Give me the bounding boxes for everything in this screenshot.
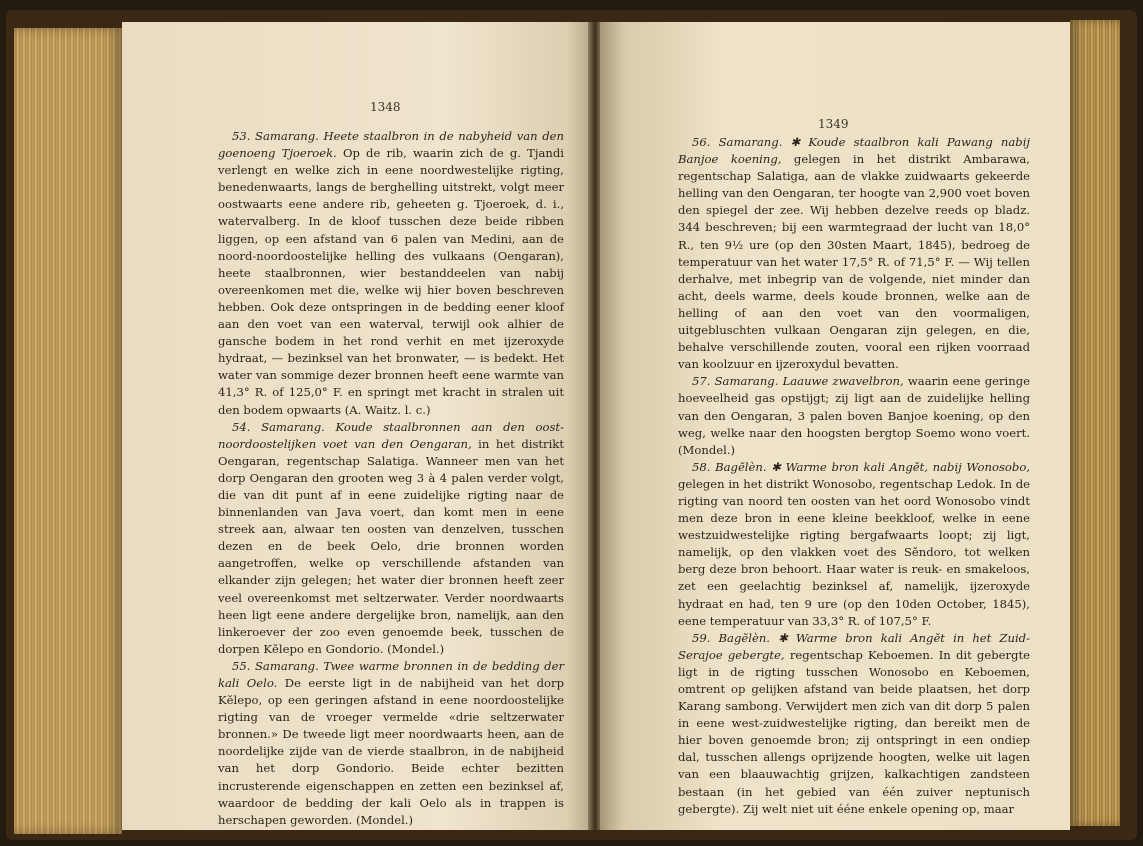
entry-54 bbox=[218, 419, 564, 658]
entry-body: gelegen in het distrikt Ambarawa, regentschap Salatiga, aan de vlakke zuidwaarts gekeerde helling van den Oengaran, ter hoogte van 2,900 voet boven den spiegel der zee. Wij hebben dezelve reeds op bladz. 344 beschreven; bij een warmtegraad der lucht van 18,0° R., ten 9½ ure (op den 30sten Maart, 1845), bedroeg de temperatuur van het water 17,5° R. of 71,5° F. — Wij tellen derhalve, met inbegrip van de volgende, niet minder dan acht, deels warme, deels koude bronnen, welke aan de helling of aan den voet van den voormaligen, uitgebluschten vulkaan Oengaran zijn gelegen, en die, behalve verschillende zouten, vooral een rijken voorraad van koolzuur en ijzeroxydul bevatten. bbox=[678, 152, 1030, 372]
entry-55 bbox=[218, 658, 564, 829]
right-page bbox=[600, 22, 1070, 830]
entry-heading: 56. Samarang. ✱ Koude staalbron kali Pawang nabij Banjoe koening, bbox=[678, 135, 1030, 167]
entry-heading: 57. Samarang. Laauwe zwavelbron, bbox=[692, 374, 904, 389]
entry-heading: 59. Bagĕlèn. ✱ Warme bron kali Angĕt in het Zuid-Serajoe gebergte, bbox=[678, 630, 1030, 662]
entry-body: De eerste ligt in de nabijheid van het dorp Kĕlepo, op een geringen afstand in eene noordoostelijke rigting van de vroeger vermelde «drie seltzerwater bronnen.» De tweede ligt meer noordwaarts heen, aan de noordelijke zijde van de vierde staalbron, in de nabijheid van het dorp Gondorio. Beide echter bezitten incrusterende eigenschappen en zetten een bezinksel af, waardoor de bedding der kali Oelo als in trappen is herschapen geworden. (Mondel.) bbox=[218, 676, 565, 827]
left-page bbox=[122, 22, 590, 830]
page-edges-left bbox=[14, 28, 122, 834]
entry-heading: 53. Samarang. Heete staalbron in de nabyheid van den goenoeng Tjoeroek. bbox=[218, 129, 564, 161]
entry-body: regentschap Keboemen. In dit gebergte ligt in de rigting tusschen Wonosobo en Keboemen, omtrent op gelijken afstand van beide plaatsen, het dorp Karang sambong. Verwijdert men zich van dit dorp 5 palen in eene west-zuidwestelijke rigting, dan bereikt men de hier boven genoemde bron; zij ontspringt in een ondiep dal, tusschen allengs oprijzende hoogten, welke uit lagen van een blaauwachtig grijzen, kalkachtigen zandsteen bestaan (in het gebied van één zuiver neptunisch gebergte). Zij welt niet uit ééne enkele opening op, maar bbox=[678, 647, 1030, 816]
entry-58 bbox=[678, 459, 1030, 630]
entry-body: in het distrikt Oengaran, regentschap Salatiga. Wanneer men van het dorp Oengaran den grooten weg 3 à 4 palen verder volgt, die van dit punt af in eene zuidelijke rigting naar de binnenlanden van Java voert, dan komt men in eene streek aan, alwaar ten oosten van denzelven, tusschen dezen en de beek Oelo, drie bronnen worden aangetroffen, welke op verschillende afstanden van elkander zijn gelegen; het water dier bronnen heeft zeer veel overeenkomst met seltzerwater. Verder noordwaarts heen ligt eene andere dergelijke bron, namelijk, aan den linkeroever der zoo even genoemde beek, tusschen de dorpen Kĕlepo en Gondorio. (Mondel.) bbox=[218, 436, 564, 656]
entry-57 bbox=[678, 373, 1030, 458]
page-text bbox=[218, 128, 564, 829]
entry-59 bbox=[678, 630, 1030, 818]
entry-body: Op de rib, waarin zich de g. Tjandi verlengt en welke zich in eene noordwestelijke rigting, benedenwaarts, langs de berghelling uitstrekt, volgt meer oostwaarts eene andere rib, geheeten g. Tjoeroek, d. i., watervalberg. In de kloof tusschen deze beide ribben liggen, op een afstand van 6 palen van Medini, aan de noord-noordoostelijke helling des vulkaans (Oengaran), heete staalbronnen, wier bestanddeelen van nabij overeenkomen met die, welke wij hier boven beschreven hebben. Ook deze ontspringen in de bedding eener kloof aan den voet van een waterval, terwijl ook alhier de gansche bodem in het rond verhit en met ijzeroxyde hydraat, — bezinksel van het bronwater, — is bedekt. Het water van sommige dezer bronnen heeft eene warmte van 41,3° R. of 125,0° F. en springt met kracht in stralen uit den bodem opwaarts (A. Waitz. l. c.) bbox=[218, 146, 564, 417]
entry-heading: 58. Bagĕlèn. ✱ Warme bron kali Angĕt, nabij Wonosobo, bbox=[692, 459, 1030, 474]
entry-body: gelegen in het distrikt Wonosobo, regentschap Ledok. In de rigting van noord ten oosten van het oord Wonosobo vindt men deze bron in eene kleine beekkloof, welke in eene westzuidwestelijke rigting bergafwaarts loopt; zij ligt, namelijk, op den vlakken voet des Sĕndoro, tot welken berg deze bron behoort. Haar water is reuk- en smakeloos, zet een geelachtig bezinksel af, namelijk, ijzeroxyde hydraat en had, ten 9 ure (op den 10den October, 1845), eene temperatuur van 33,3° R. of 107,5° F. bbox=[678, 476, 1030, 628]
entry-heading: 54. Samarang. Koude staalbronnen aan den oost-noordoostelijken voet van den Oengaran, bbox=[218, 419, 564, 451]
entry-56 bbox=[678, 134, 1030, 373]
page-text bbox=[678, 134, 1030, 818]
entry-heading: 55. Samarang. Twee warme bronnen in de bedding der kali Oelo. bbox=[218, 658, 564, 690]
page-number: 1349 bbox=[818, 117, 849, 131]
entry-body: waarin eene geringe hoeveelheid gas opstijgt; zij ligt aan de zuidelijke helling van den Oengaran, 3 palen boven Banjoe koening, op den weg, welke naar den hoogsten bergtop Soemo wono voert. (Mondel.) bbox=[678, 374, 1031, 457]
page-number: 1348 bbox=[370, 100, 401, 114]
entry-53 bbox=[218, 128, 564, 419]
page-edges-right bbox=[1070, 20, 1120, 826]
